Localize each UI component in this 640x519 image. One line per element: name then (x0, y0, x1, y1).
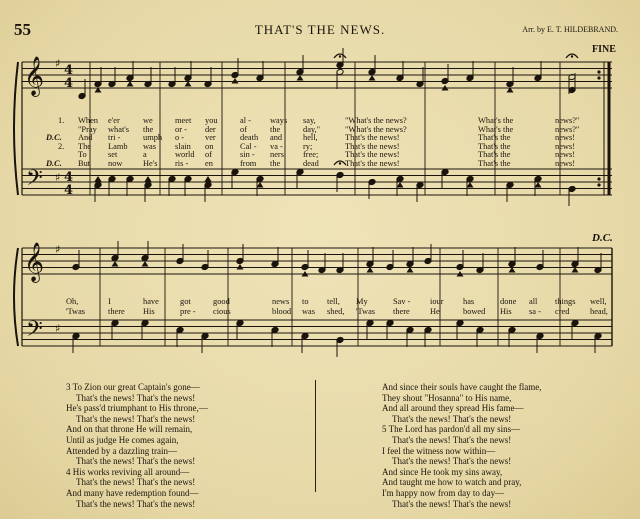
lyric-word: news! (555, 133, 576, 143)
verse-line: That's the news! That's the news! (76, 413, 196, 424)
lyric-word: news! (555, 150, 576, 160)
sharp-key-signature: ♯ (55, 243, 61, 256)
verse-line: He's pass'd triumphant to His throne,— (66, 403, 208, 414)
verse-line: Until as judge He comes again, (66, 434, 179, 445)
time-signature-bottom: 4 (64, 183, 74, 198)
lyric-word: was (302, 307, 316, 316)
treble-clef-icon: 𝄞 (24, 56, 45, 96)
bass-clef-icon: 𝄢 (26, 317, 43, 347)
verse-line: 5 The Lord has pardon'd all my sins— (382, 424, 521, 435)
lyric-word: set (108, 150, 118, 160)
verse-line: That's the news! That's the news! (392, 498, 512, 509)
lyric-word: to (302, 297, 309, 306)
lyric-word: say, (303, 116, 316, 125)
arranger-credit: Arr. by E. T. HILDEBRAND. (522, 25, 618, 34)
lyric-word: Cal - (240, 141, 257, 151)
lyric-word: of (240, 124, 247, 134)
lyric-word: bowed (463, 307, 486, 316)
lyric-word: got (180, 297, 191, 306)
lyric-word: My (356, 297, 368, 306)
lyric-word: "What's the news? (345, 124, 407, 134)
verse-line: That's the news! That's the news! (392, 434, 512, 445)
lyric-word: news?" (555, 116, 580, 125)
lyric-word: That's the (478, 141, 511, 151)
verse-line: I'm happy now from day to day— (382, 487, 505, 498)
lyric-word: tell, (327, 297, 340, 306)
lyric-word: cred (555, 307, 570, 316)
treble-clef-icon: 𝄞 (24, 242, 45, 282)
verse-line: That's the news! That's the news! (76, 392, 196, 403)
verse-marker: 1. (58, 116, 65, 125)
lyric-word: The (78, 141, 92, 151)
lyric-word: iour (430, 297, 444, 306)
lyric-word: all (529, 297, 538, 306)
lyric-word: That's the news! (345, 159, 400, 168)
lyric-word: of (205, 150, 212, 160)
lyric-word: ways (270, 116, 288, 125)
verse-line: That's the news! That's the news! (76, 456, 196, 467)
column-divider (315, 380, 316, 492)
lyric-word: But (78, 159, 91, 168)
lyric-word: news! (555, 141, 576, 151)
sharp-key-signature: ♯ (55, 171, 61, 184)
lyric-word: news! (555, 159, 576, 168)
lyric-word: al - (240, 116, 251, 125)
lyric-word: He's (143, 159, 158, 168)
lyric-word: you (205, 116, 218, 125)
lyric-word: done (500, 297, 517, 306)
lyric-word: hell, (303, 133, 318, 143)
lyric-word: der (205, 124, 216, 134)
verse-line: That's the news! That's the news! (76, 477, 196, 488)
lyric-word: What's the (478, 124, 514, 134)
lyric-word: have (143, 297, 159, 306)
lyric-word: there (108, 307, 125, 316)
lyric-word: and (270, 133, 283, 143)
lyric-word: pre - (180, 307, 196, 316)
lyric-word: news?" (555, 124, 580, 134)
lyric-word: That's the news! (345, 150, 400, 160)
lyric-word: now (108, 159, 123, 168)
fine-marking: FINE (592, 44, 616, 55)
lyric-word: has (463, 297, 475, 306)
lyric-word: ver (205, 133, 216, 143)
lyric-word: the (270, 124, 281, 134)
lyric-word: ry; (303, 141, 313, 151)
verse-line: And taught me how to watch and pray, (382, 477, 522, 488)
verse-line: 4 His works reviving all around— (66, 466, 190, 477)
lyric-word: blood (272, 307, 292, 316)
lyric-word: 'Twas (356, 307, 376, 316)
lyric-word: was (143, 141, 157, 151)
verse-marker: D.C. (46, 133, 62, 143)
verse-marker: D.C. (46, 159, 62, 168)
lyric-word: there (393, 307, 410, 316)
lyric-word: death (240, 133, 259, 143)
lyric-word: slain (175, 141, 191, 151)
lyric-word: we (143, 116, 153, 125)
lyric-word: Oh, (66, 297, 79, 306)
time-signature-bottom: 4 (64, 76, 74, 91)
verse-line: That's the news! That's the news! (392, 413, 512, 424)
lyric-word: That's the news! (345, 141, 400, 151)
lyric-word: world (175, 150, 195, 160)
page-number: 55 (14, 20, 31, 39)
lyric-word: sin - (240, 150, 255, 160)
verse-line: They shout "Hosanna" to His name, (382, 392, 512, 403)
verse-line: I feel the witness now within— (382, 445, 496, 456)
lyric-word: day," (303, 124, 321, 134)
lyric-word: Lamb (108, 141, 128, 151)
dc-marking: D.C. (592, 232, 613, 244)
lyric-word: When (78, 116, 98, 125)
verses-right-column (382, 382, 541, 509)
lyric-word: en (205, 159, 213, 168)
lyric-word: sa - (529, 307, 541, 316)
lyric-word: head, (590, 307, 608, 316)
sharp-key-signature: ♯ (55, 322, 61, 335)
lyric-word: news (272, 297, 290, 306)
verses-left-column (66, 382, 208, 509)
lyric-word: meet (175, 116, 192, 125)
verse-line: That's the news! That's the news! (76, 498, 196, 509)
hymn-title: THAT'S THE NEWS. (254, 22, 386, 37)
lyric-word: e'er (108, 116, 120, 125)
lyric-word: o - (175, 133, 185, 143)
lyric-word: He (430, 307, 440, 316)
lyric-word: cious (213, 307, 231, 316)
lyric-word: va - (270, 141, 283, 151)
lyric-word: dead (303, 159, 319, 168)
lyric-word: on (205, 141, 214, 151)
bass-clef-icon: 𝄢 (26, 166, 43, 196)
lyric-word: ners (270, 150, 284, 160)
lyric-word: His (500, 307, 512, 316)
verse-line: And since their souls have caught the flame, (382, 382, 542, 392)
verse-line: And since He took my sins away, (382, 466, 503, 477)
lyric-word: well, (590, 297, 607, 306)
lyric-word: 'Twas (66, 307, 86, 316)
lyric-word: shed, (327, 307, 345, 316)
lyric-word: That's the (478, 159, 511, 168)
lyric-word: good (213, 297, 230, 306)
lyric-word: or - (175, 124, 187, 134)
time-signature-top: 4 (64, 170, 74, 185)
verse-line: 3 To Zion our great Captain's gone— (66, 382, 200, 392)
lyric-word: That's the (478, 133, 511, 143)
lyric-word: What's the (478, 116, 514, 125)
verse-line: That's the news! That's the news! (392, 456, 512, 467)
lyric-word: Sav - (393, 297, 411, 306)
lyric-word: free; (303, 150, 319, 160)
lyric-word: That's the (478, 150, 511, 160)
lyric-word: And (78, 133, 93, 143)
verse-line: And many have redemption found— (66, 487, 199, 498)
lyric-word: umph (143, 133, 163, 143)
lyric-word: what's (108, 124, 130, 134)
lyric-word: That's the news! (345, 133, 400, 143)
lyric-word: the (143, 124, 154, 134)
verse-line: And on that throne He will remain, (66, 424, 193, 435)
lyric-word: the (270, 159, 281, 168)
lyric-word: a (143, 150, 147, 160)
verse-line: And all around they spread His fame— (382, 403, 524, 414)
sharp-key-signature: ♯ (55, 57, 61, 70)
lyric-word: To (78, 150, 87, 160)
lyric-word: ris - (175, 159, 189, 168)
lyric-word: "Pray (78, 124, 97, 134)
lyric-word: from (240, 159, 257, 168)
lyric-word: tri - (108, 133, 121, 143)
lyric-word: His (143, 307, 155, 316)
verse-marker: 2. (58, 141, 65, 151)
time-signature-top: 4 (64, 63, 74, 78)
lyric-word: things (555, 297, 576, 306)
lyric-word: "What's the news? (345, 116, 407, 125)
verse-line: Attended by a dazzling train— (66, 445, 177, 456)
lyric-word: I (108, 297, 111, 306)
